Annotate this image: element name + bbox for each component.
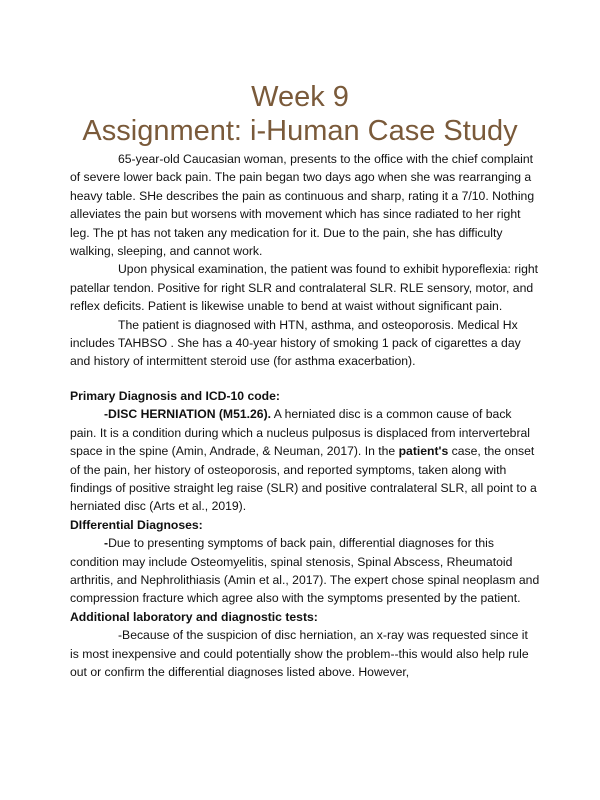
paragraph-history: The patient is diagnosed with HTN, asthma, and osteoporosis. Medical Hx includes TAHBSO . She has a 40-year history of smoking 1 pack of cigarettes a day and history of intermittent steroid use (for asthma exacerbation). bbox=[70, 317, 521, 369]
heading-differential-diagnoses: DIfferential Diagnoses: bbox=[70, 517, 203, 532]
paragraph-primary-diagnosis bbox=[70, 405, 540, 515]
primary-diagnosis-text-cont: case, the onset of the pain, her history of osteoporosis, and reported symptoms, taken along with findings of positive straight leg raise (SLR) and positive contralateral SLR, all point to a herniated disc (Arts et al., 2019). bbox=[70, 444, 537, 514]
primary-diagnosis-code: -DISC HERNIATION (M51.26). bbox=[104, 407, 272, 422]
paragraph-additional: -Because of the suspicion of disc herniation, an x-ray was requested since it is most inexpensive and could potentially show the problem--this would also help rule out or confirm the differential diagnoses listed above. However, bbox=[70, 628, 529, 679]
primary-diagnosis-bold-word: patient's bbox=[398, 444, 449, 459]
differential-dash: - bbox=[104, 536, 109, 551]
heading-additional-tests: Additional laboratory and diagnostic tests: bbox=[70, 609, 318, 624]
paragraph-presentation: 65-year-old Caucasian woman, presents to the office with the chief complaint of severe lower back pain. The pain began two days ago when she was rearranging a heavy table. SHe describes the pain as continuous and sharp, rating it a 7/10. Nothing alleviates the pain but worsens with movement which has since radiated to her right leg. The pt has not taken any medication for it. Due to the pain, she has difficulty walking, sleeping, and cannot work. bbox=[70, 152, 535, 259]
document-body bbox=[70, 150, 540, 681]
paragraph-exam: Upon physical examination, the patient was found to exhibit hyporeflexia: right patellar tendon. Positive for right SLR and contralateral SLR. RLE sensory, motor, and reflex deficits. Patient is likewise unable to bend at waist without significant pain. bbox=[70, 262, 539, 314]
title-week: Week 9 bbox=[251, 81, 349, 113]
primary-diagnosis-text: A herniated disc is a common cause of back pain. It is a condition during which a nucleus pulposus is displaced from intervertebral space in the spine (Amin, Andrade, & Neuman, 2017). In the bbox=[70, 407, 530, 459]
paragraph-differential bbox=[70, 534, 540, 608]
differential-text: Due to presenting symptoms of back pain, differential diagnoses for this condition may include Osteomyelitis, spinal stenosis, Spinal Abscess, Rheumatoid arthritis, and Nephrolithiasis (Amin et al., 2017). The expert chose spinal neoplasm and compression fracture which agree also with the symptoms presented by the patient. bbox=[70, 536, 540, 606]
title-assignment: Assignment: i-Human Case Study bbox=[82, 115, 518, 147]
heading-primary-diagnosis: Primary Diagnosis and ICD-10 code: bbox=[70, 388, 280, 403]
